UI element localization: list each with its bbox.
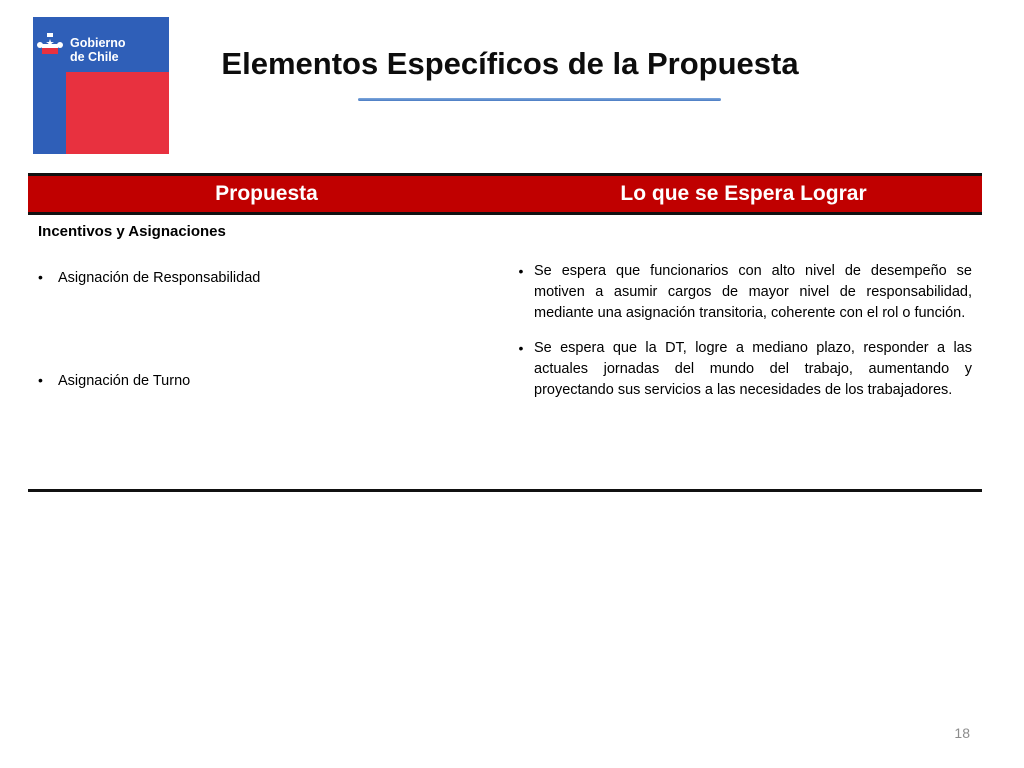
bullet-icon: • bbox=[38, 372, 43, 388]
table-bottom-border bbox=[28, 489, 982, 492]
right-cell bbox=[508, 261, 972, 415]
page-number: 18 bbox=[954, 725, 970, 741]
list-item-text: Asignación de Responsabilidad bbox=[58, 270, 261, 286]
logo-line-2: de Chile bbox=[70, 50, 119, 64]
title-underline bbox=[358, 98, 721, 101]
header-propuesta: Propuesta bbox=[215, 182, 318, 205]
gobierno-de-chile-logo bbox=[33, 17, 169, 154]
list-item-text: Se espera que la DT, logre a mediano plazo, responder a las actuales jornadas del mundo del trabajo, aumentando y proyectando sus servicios a las necesidades de los trabajadores. bbox=[534, 340, 972, 398]
slide-title: Elementos Específicos de la Propuesta bbox=[221, 46, 799, 81]
logo-header bbox=[33, 17, 169, 72]
section-heading: Incentivos y Asignaciones bbox=[38, 223, 226, 240]
list-item-text: Se espera que funcionarios con alto nivel de desempeño se motiven a asumir cargos de mayor nivel de responsabilidad, mediante una asignación transitoria, coherente con el rol o función. bbox=[534, 263, 972, 321]
list-item-text: Asignación de Turno bbox=[58, 373, 191, 389]
logo-wordmark bbox=[66, 17, 169, 72]
list-item bbox=[38, 269, 260, 286]
bullet-icon: • bbox=[38, 269, 43, 285]
list-item bbox=[38, 372, 190, 389]
chile-crest-icon bbox=[33, 17, 66, 72]
list-item bbox=[508, 261, 972, 324]
header-lo-que-se-espera: Lo que se Espera Lograr bbox=[620, 182, 867, 205]
logo-line-1: Gobierno bbox=[70, 36, 126, 50]
bullet-icon: • bbox=[518, 340, 524, 356]
proposal-table bbox=[28, 173, 982, 493]
list-item bbox=[508, 338, 972, 401]
left-cell bbox=[38, 223, 488, 389]
bullet-icon: • bbox=[518, 263, 524, 279]
table-header bbox=[28, 173, 982, 215]
